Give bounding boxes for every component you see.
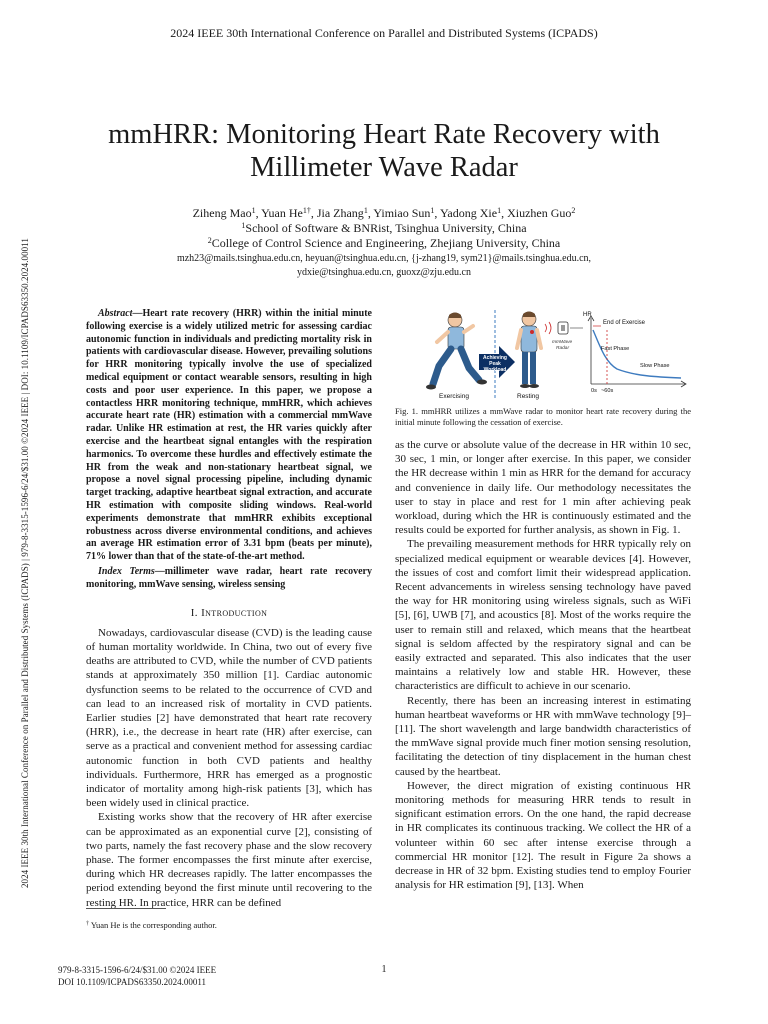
heart-icon — [530, 330, 534, 334]
author: Yuan He — [261, 206, 303, 220]
resting-label: Resting — [517, 393, 540, 400]
footer-doi: DOI 10.1109/ICPADS63350.2024.00011 — [58, 977, 207, 987]
paragraph: However, the direct migration of existing continuous HR monitoring methods for measuring HRR tends to result in significant estimation errors. On the one hand, the rapid decrease in HR complicates its continuous tracking. We collect the HR of a volunteer within 60 sec after intense exercise through a commercial HR monitor [12]. The result in Figure 2a shows a decrease in HR of 32 bpm. Existing studies tend to employ Fourier analysis for HR estimation [9], [13]. When — [395, 779, 691, 892]
svg-text:mmWave: mmWave — [552, 340, 573, 345]
author: Ziheng Mao — [192, 206, 252, 220]
paragraph: Nowadays, cardiovascular disease (CVD) is the leading cause of human mortality worldwide. In China, two out of every five deaths are attributed to CVD, while the number of CVD patients stands at approximately 350 million [1]. Cardiac autonomic dysfunction seems to be related to the occurrence of CVD and can lead to an increased risk of mortality in CVD patients. Earlier studies [2] have demonstrated that heart rate recovery (HRR), i.e., the decrease in heart rate (HR) after exercise, can serve as a practical and convenient method for assessing cardiac autonomic function in both CVD patients and healthy individuals. Furthermore, HRR has emerged as a prognostic indicator of mortality among high-risk patients [3], which has been widely used in clinical practice. — [86, 626, 372, 810]
exercising-label: Exercising — [439, 393, 469, 400]
page-number: 1 — [381, 964, 387, 975]
svg-text:Peak: Peak — [489, 361, 501, 367]
author: Jia Zhang — [316, 206, 364, 220]
conference-header: 2024 IEEE 30th International Conference on Parallel and Distributed Systems (ICPADS) — [170, 26, 598, 40]
side-identifier: 2024 IEEE 30th International Conference on Parallel and Distributed Systems (ICPADS) | 979-8-3315-1596-6/24/$31.00 ©2024 IEEE | DOI: 10.1109/ICPADS63350.2024.00011 — [20, 238, 30, 888]
author-block — [84, 206, 684, 251]
hr-axis-label: HR — [583, 312, 592, 318]
paragraph: Existing works show that the recovery of HR after exercise can be approximated as an exponential curve [2], consisting of two parts, namely the fast recovery phase and the slow recovery phase. The former encompasses the first minute after exercise, during which HR decreases rapidly. The latter encompasses the period extending beyond the first minute until recovering to the resting HR. In practice, HRR can be defined — [86, 811, 372, 909]
email-line: mzh23@mails.tsinghua.edu.cn, heyuan@tsinghua.edu.cn, {j-zhang19, sym21}@mails.tsinghua.edu.cn, — [176, 253, 592, 264]
svg-text:Achieving: Achieving — [483, 355, 507, 361]
footer-isbn: 979-8-3315-1596-6/24/$31.00 ©2024 IEEE — [58, 965, 217, 975]
fast-phase-label: Fast Phase — [601, 346, 630, 352]
hr-graph — [583, 312, 686, 394]
author-names: Ziheng Mao$^1$, Yuan $He^{1\dagger}$, Jia Zhang$^1$, Yimiao Sun$^1$, Yadong Xie$^1$, Xiuzhen Guo$^2$ — [192, 206, 576, 220]
paper-title — [84, 118, 684, 184]
figure-1 — [395, 306, 691, 402]
author: Yadong Xie — [439, 206, 498, 220]
svg-text:Workload: Workload — [483, 367, 507, 373]
svg-text:0s: 0s — [591, 388, 597, 394]
author: Xiuzhen Guo — [507, 206, 572, 220]
author: Yimiao Sun — [373, 206, 431, 220]
exercising-person-icon — [426, 313, 487, 390]
affiliation: $^1$School of Software & BNRist, Tsinghua University, China — [241, 221, 527, 235]
svg-text:~60s: ~60s — [601, 388, 614, 394]
affiliation: $^2$College of Control Science and Engineering, Zhejiang University, China — [207, 236, 561, 250]
email-block — [84, 252, 684, 279]
resting-person-icon — [517, 312, 541, 389]
index-terms: Index Terms—millimeter wave radar, heart rate recovery monitoring, mmWave sensing, wireless sensing — [86, 565, 372, 590]
paragraph: The prevailing measurement methods for HRR typically rely on specialized medical equipment or wearable devices [4]. However, the issues of cost and comfort limit their widespread application. Recent advancements in wireless sensing technology have paved the way for HR monitoring using wireless signals, such as WiFi [5], [6], UWB [7], and acoustics [8]. Most of the works require the user to remain still and relaxed, which means that the heartbeat signal is seldom affected by the respiratory signal and can be easily extracted and separated. This also indicates that the user maintains a relatively low and stable HR. However, these characteristics are difficult to achieve in our scenario. — [395, 538, 691, 693]
right-column — [395, 438, 691, 893]
title-line-2: Millimeter Wave Radar — [250, 152, 518, 183]
slow-phase-label: Slow Phase — [640, 363, 670, 369]
section-heading: I. Introduction — [190, 606, 268, 619]
title-line-1: mmHRR: Monitoring Heart Rate Recovery with — [108, 119, 660, 150]
hr-curve — [593, 330, 681, 378]
paragraph: as the curve or absolute value of the decrease in HR within 10 sec, 30 sec, 1 min, or longer after exercise. In this paper, we consider the HR decrease within 1 min as HRR for the demand for accuracy and convenience in daily life. Our methodology necessitates the user to stay in place and rest for 1 min after achieving peak workload, during which the HR is continuously estimated and the results could be exported for further analysis, as shown in Fig. 1. — [395, 439, 691, 537]
email-line: ydxie@tsinghua.edu.cn, guoxz@zju.edu.cn — [297, 266, 471, 278]
footnote-rule — [86, 908, 166, 909]
svg-text:Radar: Radar — [556, 346, 570, 351]
paragraph: Recently, there has been an increasing interest in estimating human heartbeat waveforms or HR with mmWave technology [9]–[11]. The short wavelength and large bandwidth characteristics of the mmWave signal provide much finer motion sensing resolution, facilitating the detection of tiny displacement in the human chest caused by the heartbeat. — [395, 694, 691, 778]
left-column — [86, 308, 372, 910]
radar-icon — [545, 322, 568, 334]
figure-caption: Fig. 1. mmHRR utilizes a mmWave radar to monitor heart rate recovery during the initial minute following the cessation of exercise. — [395, 406, 691, 427]
abstract: Abstract—Heart rate recovery (HRR) within the initial minute following exercise is a widely utilized metric for assessing cardiac autonomic function in individuals and predicting mortality risk in patients with cardiovascular disease. However, prevailing solutions for HRR monitoring typically involve the use of specialized medical equipment or contact wearable sensors, resulting in high costs and poor user experience. In this paper, we propose a contactless HRR monitoring technique, mmHRR, which achieves accurate heart rate (HR) estimation with a commercial mmWave radar. Unlike HR estimation at rest, the HR varies quickly after exercise and the heartbeat signal entangles with the respiration harmonics. To overcome these hurdles and effectively estimate the HR from the weak and non-stationary heartbeat signal, we propose a novel signal processing pipeline, including dynamic target tracking, adaptive heartbeat signal extraction, and accurate HR estimation with composite sliding windows. Real-world experiments demonstrate that mmHRR exhibits exceptional robustness across diverse environmental conditions, and achieves an average HR estimation error of 3.31 bpm (beats per minute), 71% lower than that of the state-of-the-art method. — [86, 308, 372, 563]
end-of-exercise-label: End of Exercise — [603, 320, 646, 326]
footnote: † Yuan He is the corresponding author. — [86, 920, 217, 930]
